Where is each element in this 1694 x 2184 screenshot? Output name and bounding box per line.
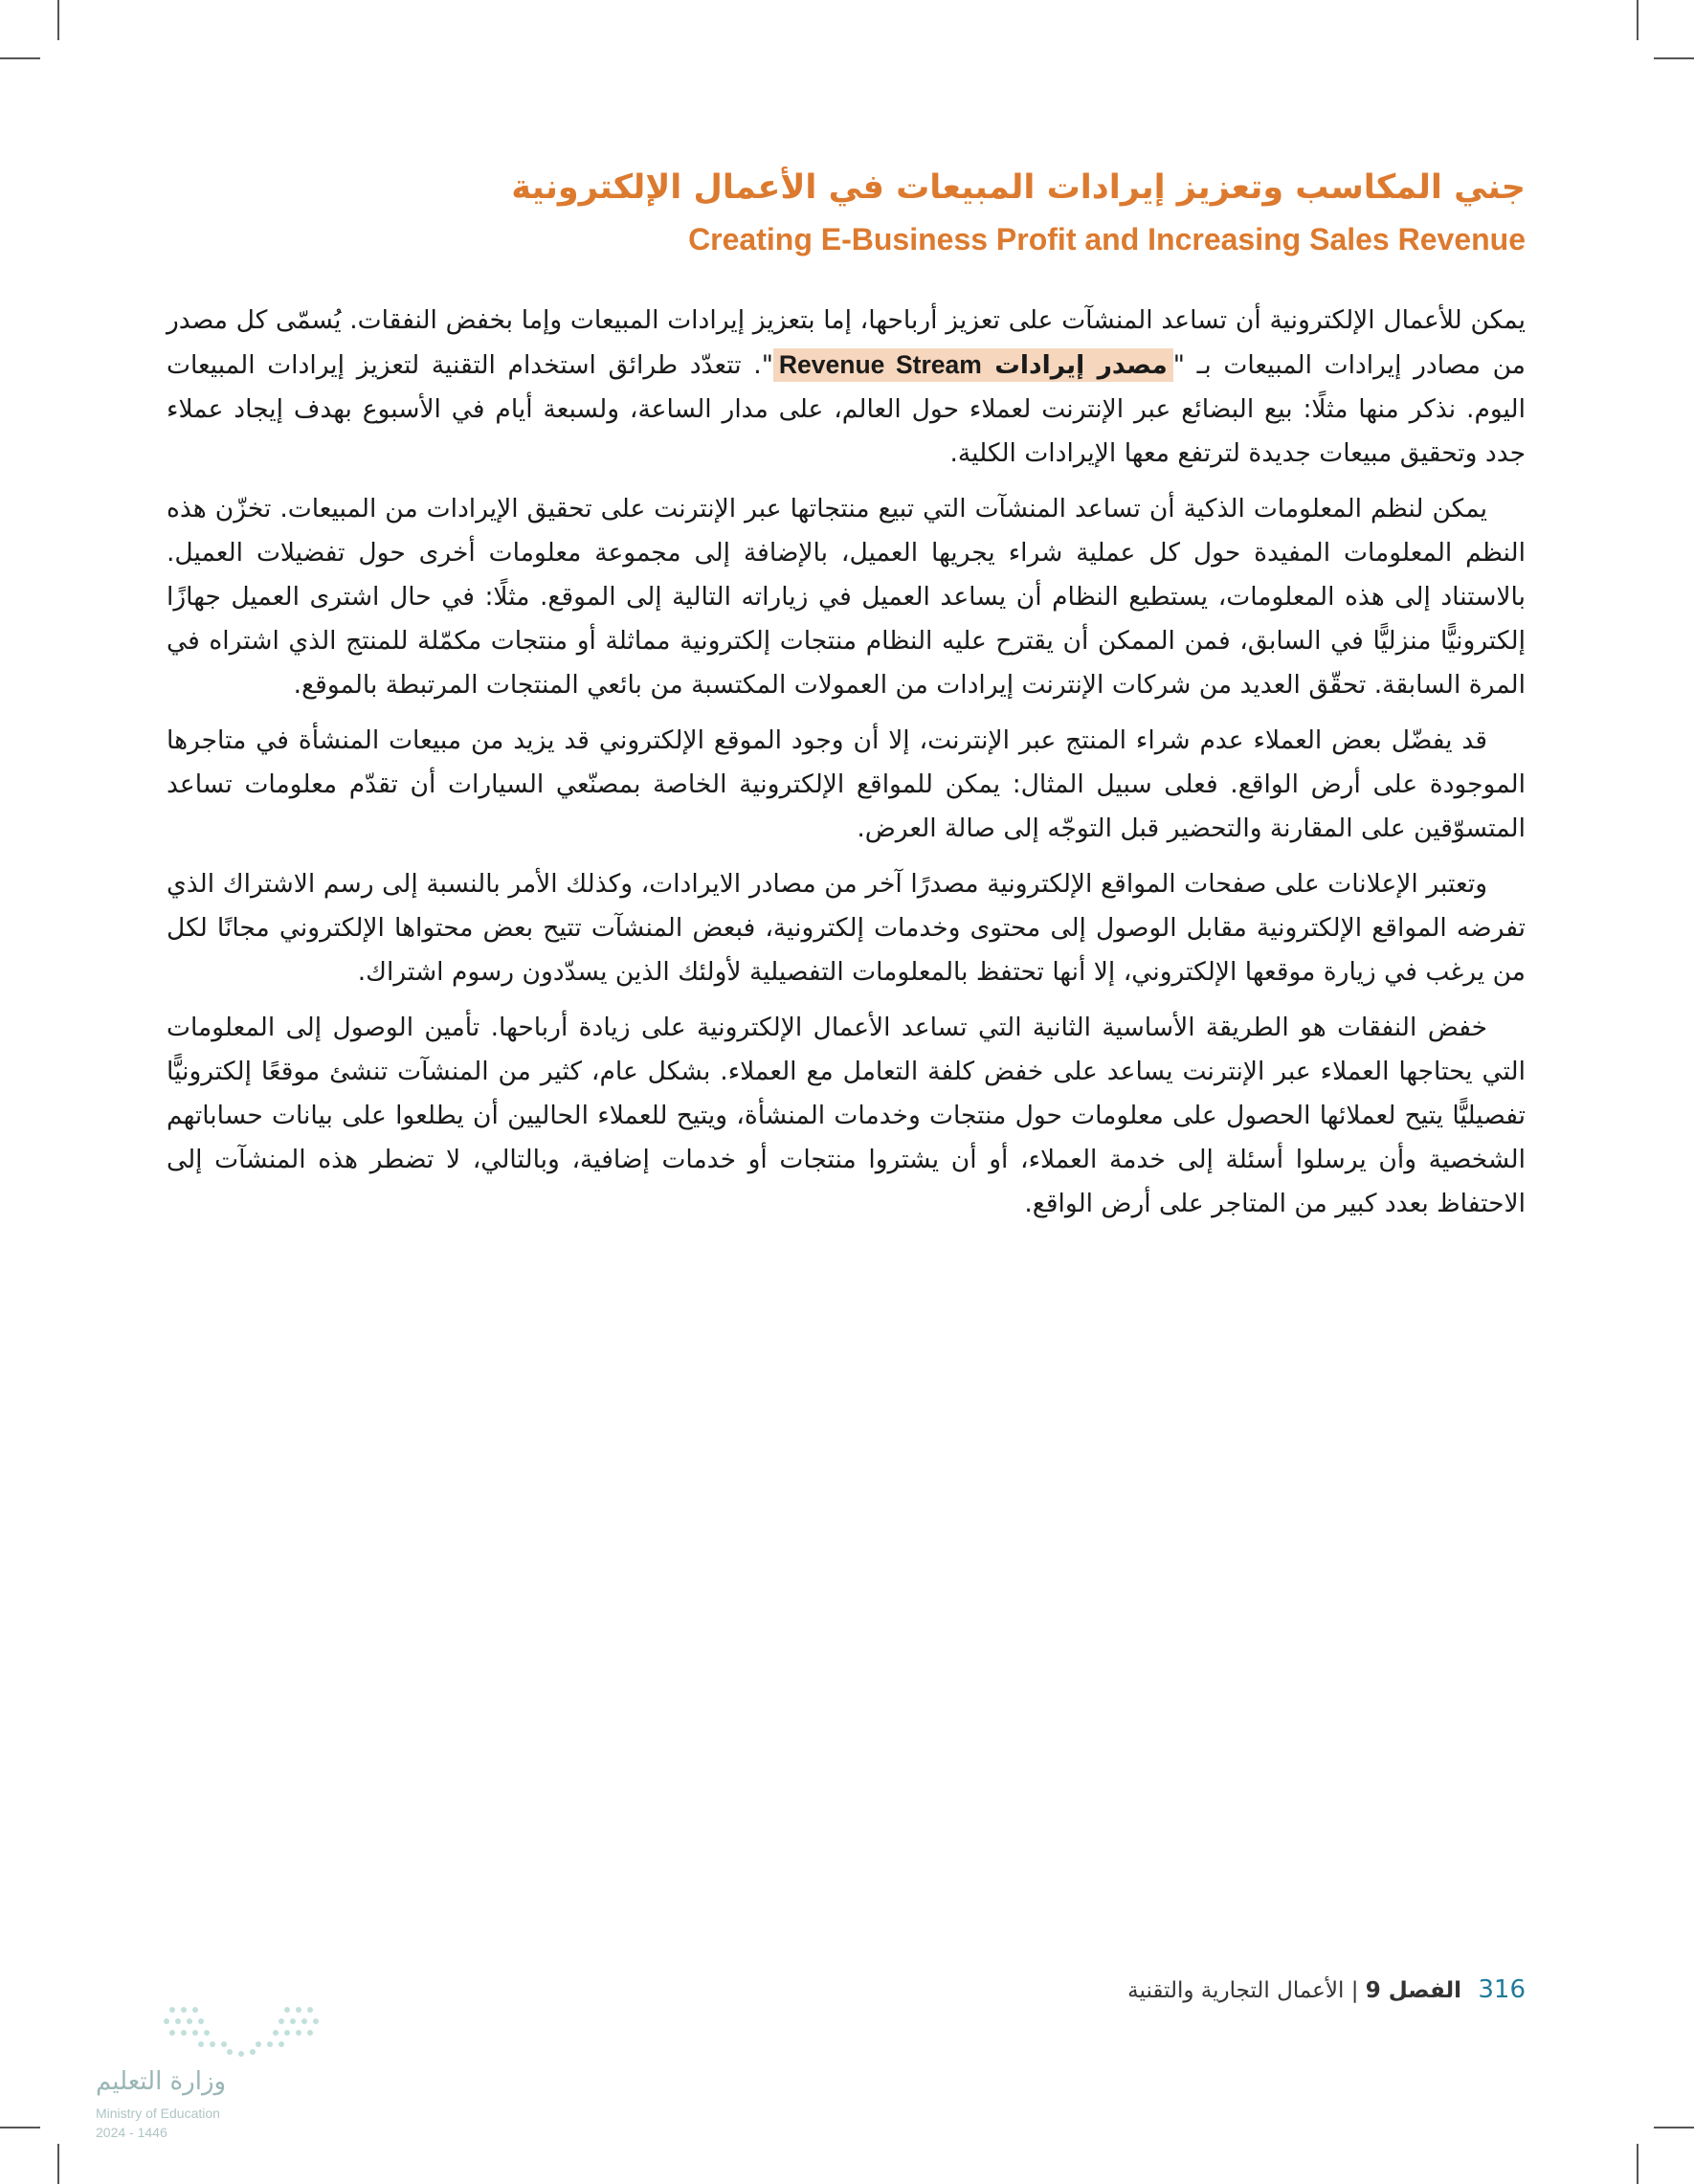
chapter-title: الأعمال التجارية والتقنية — [1127, 1978, 1345, 2003]
body-text — [167, 299, 1526, 1237]
ministry-english: Ministry of Education 2024 - 1446 — [96, 2106, 220, 2140]
footer-separator: | — [1350, 1978, 1359, 2003]
crop-mark — [1637, 0, 1638, 40]
paragraph-revenue-streams: يمكن للأعمال الإلكترونية أن تساعد المنشآت على تعزيز أرباحها، إما بتعزيز إيرادات المبيعات وإما بخفض النفقات. يُسمّى كل مصدر من مصادر إيرادات المبيعات بـ "مصدر إيرادات Revenue Stream". تتعدّد طرائق استخدام التقنية لتعزيز إيرادات المبيعات اليوم. نذكر منها مثلًا: بيع البضائع عبر الإنترنت لعملاء حول العالم، على مدار الساعة، ولسبعة أيام في الأسبوع بهدف إيجاد عملاء جدد وتحقيق مبيعات جديدة لترتفع معها الإيرادات الكلية. — [167, 305, 1526, 468]
section-heading-arabic: جني المكاسب وتعزيز إيرادات المبيعات في الأعمال الإلكترونية — [511, 168, 1526, 207]
ministry-name: وزارة التعليم — [96, 2067, 227, 2096]
crop-mark — [57, 2144, 59, 2184]
crop-mark — [1637, 2144, 1638, 2184]
highlighted-term: مصدر إيرادات Revenue Stream — [773, 348, 1173, 382]
page-footer — [1127, 1975, 1526, 2004]
crop-mark — [1654, 57, 1694, 59]
chapter-label: الفصل 9 — [1365, 1978, 1462, 2003]
crop-mark — [1654, 2127, 1694, 2128]
paragraph-smart-systems: يمكن لنظم المعلومات الذكية أن تساعد المنشآت التي تبيع منتجاتها عبر الإنترنت على تحقيق الإيرادات من المبيعات. تخزّن هذه النظم المعلومات المفيدة حول كل عملية شراء يجريها العميل، بالإضافة إلى مجموعة معلومات أخرى حول تفضيلات العميل. بالاستناد إلى هذه المعلومات، يستطيع النظام أن يساعد العميل في زياراته التالية إلى الموقع. مثلًا: في حال اشترى العميل جهازًا إلكترونيًّا منزليًّا في السابق، فمن الممكن أن يقترح عليه النظام منتجات إلكترونية مماثلة أو منتجات مكمّلة للمنتج الذي اشتراه في المرة السابقة. تحقّق العديد من شركات الإنترنت إيرادات من العمولات المكتسبة من بائعي المنتجات المرتبطة بالموقع. — [167, 494, 1526, 700]
crop-mark — [0, 2127, 40, 2128]
paragraph-offline-sales: قد يفضّل بعض العملاء عدم شراء المنتج عبر الإنترنت، إلا أن وجود الموقع الإلكتروني قد يزيد من مبيعات المنشأة في متاجرها الموجودة على أرض الواقع. فعلى سبيل المثال: يمكن للمواقع الإلكترونية الخاصة بمصنّعي السيارات أن تقدّم معلومات تساعد المتسوّقين على المقارنة والتحضير قبل التوجّه إلى صالة العرض. — [167, 725, 1526, 843]
page-number: 316 — [1478, 1975, 1526, 2004]
paragraph-advertising: وتعتبر الإعلانات على صفحات المواقع الإلكترونية مصدرًا آخر من مصادر الايرادات، وكذلك الأمر بالنسبة إلى رسم الاشتراك الذي تفرضه المواقع الإلكترونية مقابل الوصول إلى محتوى وخدمات إلكترونية، فبعض المنشآت تتيح بعض محتواها الإلكتروني مجانًا لكل من يرغب في زيارة موقعها الإلكتروني، إلا أنها تحتفظ بالمعلومات التفصيلية لأولئك الذين يسدّدون رسوم اشتراك. — [167, 869, 1526, 987]
crop-mark — [0, 57, 40, 59]
paragraph-cost-reduction: خفض النفقات هو الطريقة الأساسية الثانية التي تساعد الأعمال الإلكترونية على زيادة أرباحها. تأمين الوصول إلى المعلومات التي يحتاجها العملاء عبر الإنترنت يساعد على خفض كلفة التعامل مع العملاء. بشكل عام، كثير من المنشآت تنشئ موقعًا إلكترونيًّا تفصيليًّا يتيح لعملائها الحصول على معلومات حول منتجات وخدمات المنشأة، ويتيح للعملاء الحاليين أن يطلعوا على بيانات حساباتهم الشخصية وأن يرسلوا أسئلة إلى خدمة العملاء، أو أن يشتروا منتجات أو خدمات إضافية، وبالتالي، لا تضطر هذه المنشآت إلى الاحتفاظ بعدد كبير من المتاجر على أرض الواقع. — [167, 1013, 1526, 1218]
section-heading-english: Creating E-Business Profit and Increasing Sales Revenue — [688, 222, 1526, 256]
crop-mark — [57, 0, 59, 40]
